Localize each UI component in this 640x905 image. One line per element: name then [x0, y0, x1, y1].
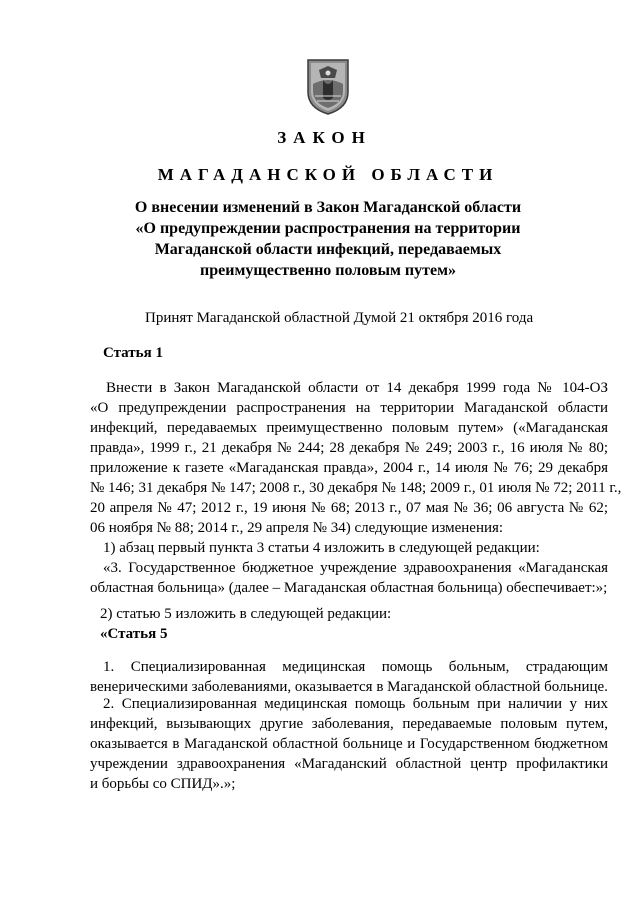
article5-point-1: [90, 657, 608, 697]
paragraph-line: инфекций, вызывающих другие заболевания, передаваемые половым путем,: [90, 716, 608, 732]
paragraph-line: 2. Специализированная медицинская помощь больным при наличии у них: [103, 696, 608, 712]
quoted-article-heading: «Статья 5: [100, 626, 168, 642]
paragraph-line: областная больница» (далее – Магаданская областная больница) обеспечивает:»;: [90, 580, 608, 596]
paragraph-line: 1) абзац первый пункта 3 статьи 4 изложить в следующей редакции:: [103, 540, 540, 556]
paragraph-line: учреждении здравоохранения «Магаданский областной центр профилактики: [90, 756, 608, 772]
coat-of-arms-icon: [305, 58, 351, 116]
article5-point-2: [90, 694, 608, 794]
adoption-statement: Принят Магаданской областной Думой 21 октября 2016 года: [145, 310, 534, 326]
paragraph-line: 1. Специализированная медицинская помощь больным, страдающим: [103, 659, 608, 675]
amendment-item-2: [90, 604, 608, 644]
document-type-heading: ЗАКОН: [277, 128, 372, 147]
paragraph-line: и борьбы со СПИД».»;: [90, 776, 236, 792]
law-title-line: О внесении изменений в Закон Магаданской области: [134, 199, 522, 216]
paragraph-line: 06 ноября № 88; 2014 г., 29 апреля № 34) следующие изменения:: [90, 520, 504, 536]
paragraph-line: венерическими заболеваниями, оказывается в Магаданской областной больнице.: [90, 679, 608, 695]
paragraph-line: инфекций, передаваемых преимущественно половым путем» («Магаданская: [90, 420, 608, 436]
article-intro-paragraph: [90, 378, 622, 538]
paragraph-line: «О предупреждении распространения на территории Магаданской области: [90, 400, 608, 416]
law-title-line: преимущественно половым путем»: [200, 262, 456, 279]
paragraph-line: приложение к газете «Магаданская правда», 2004 г., 14 июля № 76; 29 декабря: [90, 460, 608, 476]
region-heading: МАГАДАНСКОЙ ОБЛАСТИ: [157, 165, 499, 184]
paragraph-line: «3. Государственное бюджетное учреждение здравоохранения «Магаданская: [103, 560, 608, 576]
law-title-line: «О предупреждении распространения на территории: [135, 220, 521, 237]
paragraph-line: 2) статью 5 изложить в следующей редакции:: [100, 606, 392, 622]
paragraph-line: правда», 1999 г., 21 декабря № 244; 28 декабря № 249; 2003 г., 16 июля № 80;: [90, 440, 608, 456]
paragraph-line: Внести в Закон Магаданской области от 14 декабря 1999 года № 104-ОЗ: [106, 380, 608, 396]
paragraph-line: № 146; 31 декабря № 147; 2008 г., 30 декабря № 148; 2009 г., 01 июля № 72; 2011 г.,: [90, 480, 622, 496]
paragraph-line: 20 апреля № 47; 2012 г., 19 июня № 68; 2013 г., 07 мая № 36; 06 августа № 62;: [90, 500, 608, 516]
law-title-line: Магаданской области инфекций, передаваемых: [154, 241, 502, 258]
article-heading: Статья 1: [103, 345, 163, 361]
amendment-item-1: [90, 538, 608, 598]
paragraph-line: оказывается в Магаданской областной больнице и Государственном бюджетном: [90, 736, 608, 752]
law-title: [90, 197, 566, 281]
